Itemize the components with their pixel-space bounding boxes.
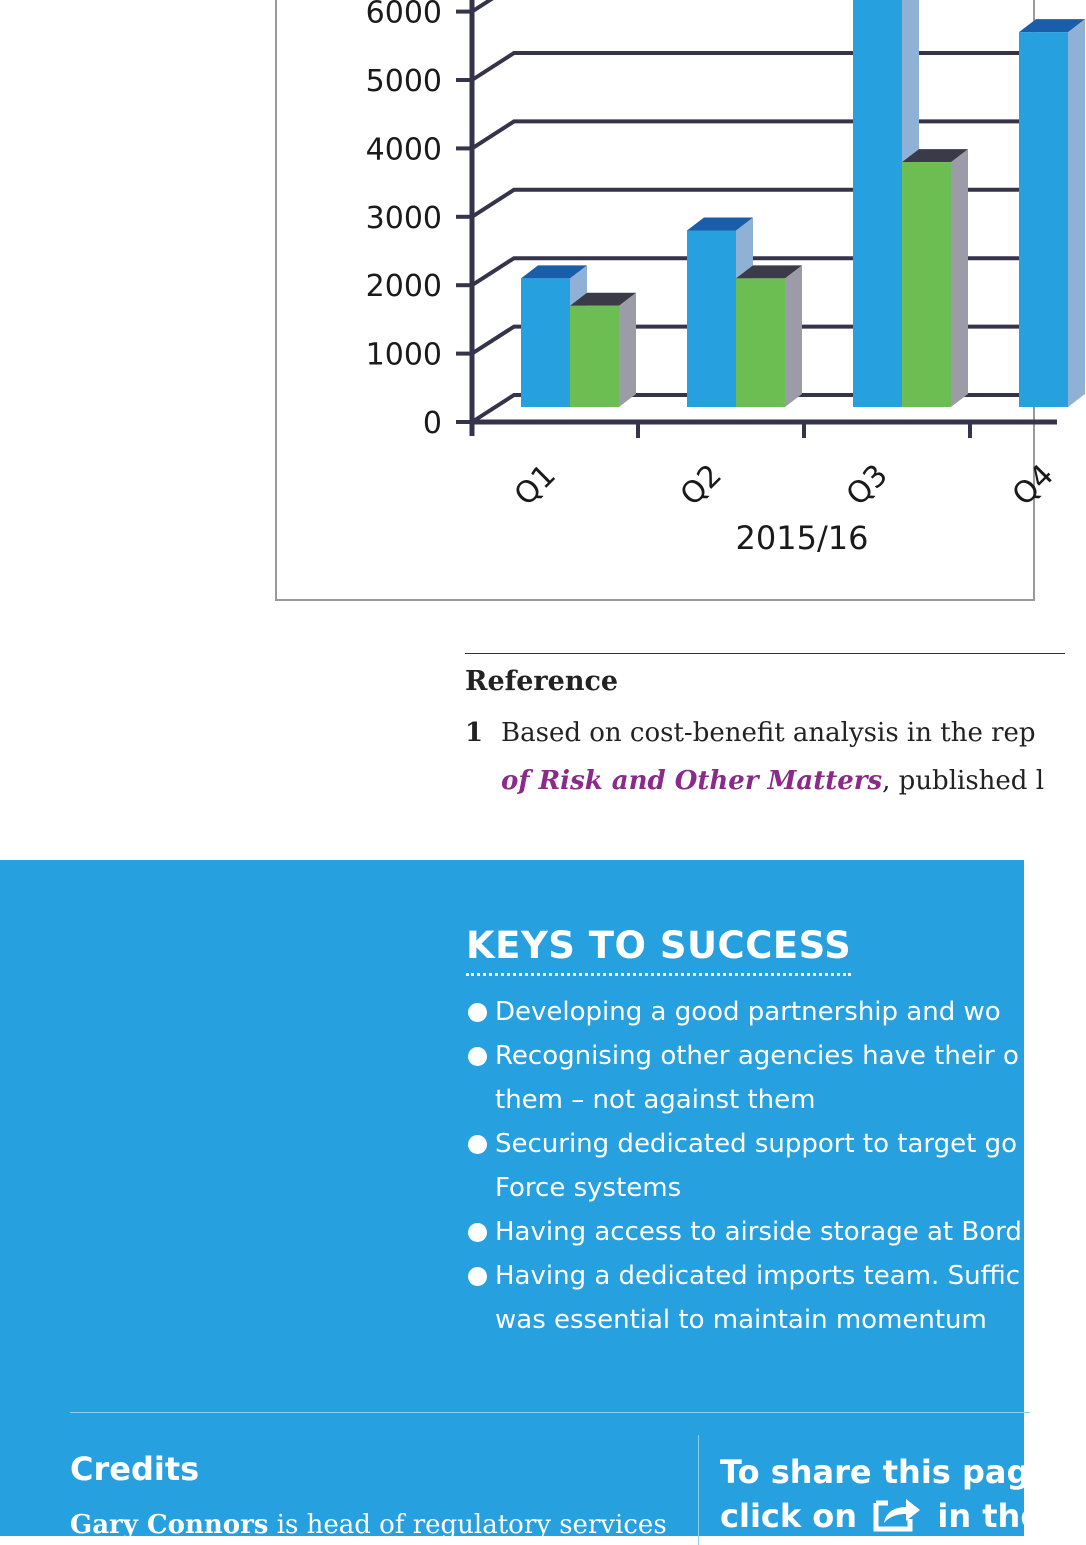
- key-item-line: Recognising other agencies have their o: [495, 1041, 1019, 1071]
- bar-chart: [277, 0, 1061, 603]
- bar-side: [1068, 19, 1085, 407]
- key-item: [466, 1210, 1086, 1254]
- reference-number: 1: [465, 718, 484, 748]
- key-item-line: Force systems: [495, 1173, 682, 1203]
- share-line2-before: click on: [720, 1497, 858, 1535]
- grid-line: [472, 121, 1057, 148]
- reference-heading: Reference: [465, 666, 619, 697]
- grid-line: [472, 0, 1057, 12]
- keys-list: [466, 990, 1086, 1342]
- grid-line: [472, 53, 1057, 80]
- key-item-line: Having a dedicated imports team. Suffic: [495, 1261, 1021, 1291]
- bar: [902, 162, 951, 407]
- reference-section: [465, 653, 1065, 805]
- y-tick-label: 1000: [365, 337, 442, 373]
- credits-heading: Credits: [70, 1450, 200, 1488]
- key-item-line: Developing a good partnership and wo: [495, 997, 1001, 1027]
- footer-divider: [70, 1412, 1030, 1413]
- key-item-line: them – not against them: [495, 1085, 816, 1115]
- bar: [1019, 32, 1068, 407]
- keys-title: KEYS TO SUCCESS: [466, 924, 851, 976]
- key-item-line: Having access to airside storage at Bord: [495, 1217, 1022, 1247]
- x-tick-label: Q2: [673, 457, 729, 513]
- y-tick-label: 4000: [365, 132, 442, 168]
- chart-frame: [275, 0, 1061, 601]
- y-tick-label: 3000: [365, 200, 442, 236]
- grid-line: [472, 190, 1057, 217]
- footer-vertical-divider: [698, 1435, 699, 1545]
- key-item: [466, 1122, 1086, 1210]
- keys-section: [0, 860, 1052, 1540]
- reference-link[interactable]: of Risk and Other Matters: [501, 766, 883, 796]
- bullet-icon: [468, 1135, 487, 1154]
- share-icon[interactable]: [872, 1495, 922, 1544]
- share-line2-after: in the: [937, 1497, 1043, 1535]
- reference-text: [501, 709, 1065, 757]
- x-axis-title: 2015/16: [735, 519, 869, 557]
- y-tick-label: 6000: [365, 0, 442, 31]
- y-tick-label: 0: [422, 406, 442, 441]
- key-item: [466, 990, 1086, 1034]
- bar: [736, 278, 785, 407]
- share-text: [720, 1450, 1051, 1544]
- reference-line2-rest: , published l: [882, 766, 1045, 796]
- bar-side: [951, 149, 968, 407]
- bullet-icon: [468, 1267, 487, 1286]
- credits-text: [70, 1510, 667, 1540]
- credits-name: Gary Connors: [70, 1510, 269, 1540]
- credits-description: is head of regulatory services: [268, 1510, 667, 1540]
- key-item-line: was essential to maintain momentum: [495, 1305, 987, 1335]
- reference-item: [465, 709, 1065, 805]
- key-item: [466, 1034, 1086, 1122]
- key-item: [466, 1254, 1086, 1342]
- bar-side: [785, 265, 802, 407]
- reference-text-line2: [501, 757, 1065, 805]
- share-line1: To share this page: [720, 1453, 1052, 1491]
- x-tick-label: Q1: [507, 457, 563, 513]
- x-tick-label: Q3: [839, 457, 895, 513]
- bar: [687, 230, 736, 407]
- key-item-line: Securing dedicated support to target go: [495, 1129, 1018, 1159]
- share-line2: [720, 1494, 1051, 1544]
- bullet-icon: [468, 1003, 487, 1022]
- bar: [570, 306, 619, 407]
- y-tick-label: 2000: [365, 269, 442, 305]
- bullet-icon: [468, 1047, 487, 1066]
- reference-line1: Based on cost-benefit analysis in the rep: [501, 718, 1036, 748]
- bar: [853, 0, 902, 407]
- y-tick-label: 5000: [365, 64, 442, 99]
- bar: [521, 278, 570, 407]
- bullet-icon: [468, 1223, 487, 1242]
- bar-side: [619, 293, 636, 407]
- x-tick-label: Q4: [1005, 457, 1061, 513]
